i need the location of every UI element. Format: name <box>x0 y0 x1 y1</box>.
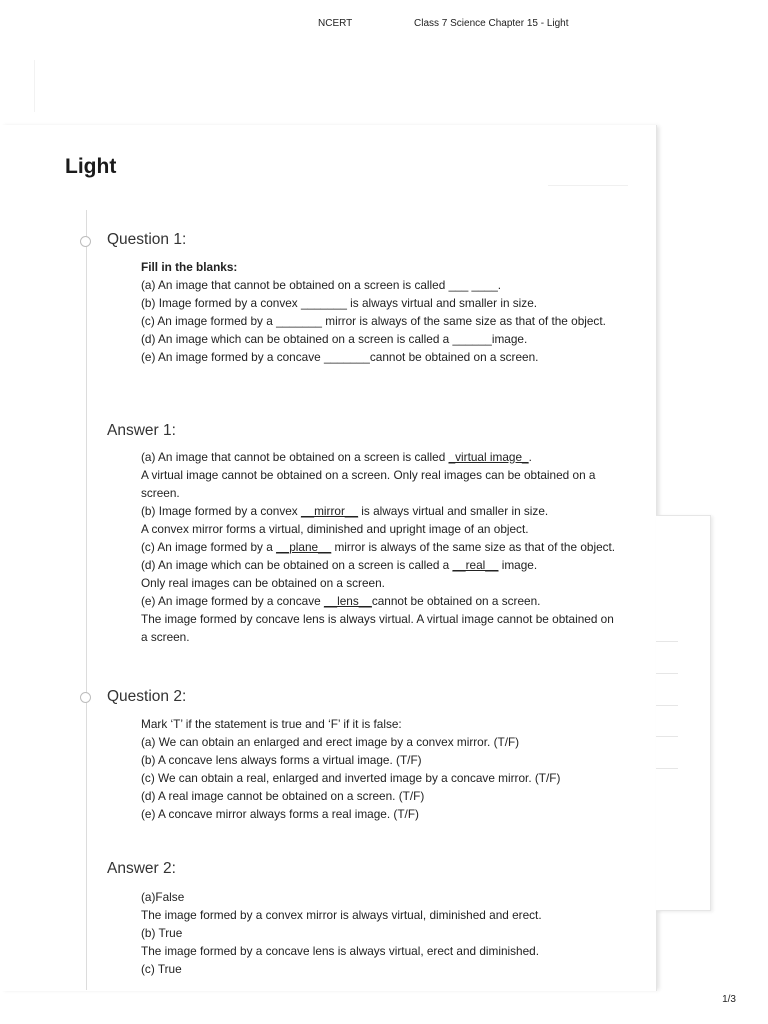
a1-item-b: (b) Image formed by a convex __mirror__ is always virtual and smaller in size. <box>141 504 549 518</box>
a1-item-c: (c) An image formed by a __plane__ mirror is always of the same size as that of the object. <box>141 540 616 554</box>
q2-item-b: (b) A concave lens always forms a virtual image. (T/F) <box>141 753 422 767</box>
q1-intro: Fill in the blanks: <box>141 260 238 274</box>
q2-item-c: (c) We can obtain a real, enlarged and inverted image by a concave mirror. (T/F) <box>141 771 561 785</box>
faint-logo-area <box>34 60 117 112</box>
question-2-body <box>141 715 621 823</box>
a1-answer-e: __lens__ <box>323 594 372 608</box>
a1-answer-a: _virtual image_ <box>448 450 529 464</box>
right-side-panel <box>656 515 711 911</box>
header-title: Class 7 Science Chapter 15 - Light <box>414 18 569 29</box>
a1-expl-a: A virtual image cannot be obtained on a screen. Only real images can be obtained on a screen. <box>141 468 596 500</box>
a2-item-b: (b) True <box>141 926 183 940</box>
q2-item-e: (e) A concave mirror always forms a real image. (T/F) <box>141 807 419 821</box>
print-header <box>0 18 768 32</box>
q2-intro: Mark ‘T’ if the statement is true and ‘F’ if it is false: <box>141 717 402 731</box>
question-1-body <box>141 258 621 366</box>
timeline-line <box>86 210 87 990</box>
a2-expl-b: The image formed by a concave lens is always virtual, erect and diminished. <box>141 944 540 958</box>
title-divider <box>548 185 628 186</box>
a1-expl-e: The image formed by concave lens is always virtual. A virtual image cannot be obtained on a screen. <box>141 612 614 644</box>
timeline-dot-icon <box>80 236 91 247</box>
answer-1-heading: Answer 1: <box>107 422 176 439</box>
answer-2-heading: Answer 2: <box>107 860 176 877</box>
a1-item-a: (a) An image that cannot be obtained on a screen is called _virtual image_. <box>141 450 532 464</box>
a1-answer-d: __real__ <box>452 558 499 572</box>
page-title: Light <box>65 155 117 178</box>
panel-divider <box>656 736 678 737</box>
a1-expl-b: A convex mirror forms a virtual, diminished and upright image of an object. <box>141 522 529 536</box>
answer-2-body <box>141 888 621 978</box>
timeline-dot-icon <box>80 692 91 703</box>
panel-divider <box>656 641 678 642</box>
header-source: NCERT <box>318 18 353 29</box>
a2-expl-a: The image formed by a convex mirror is always virtual, diminished and erect. <box>141 908 542 922</box>
panel-divider <box>656 705 678 706</box>
q2-item-d: (d) A real image cannot be obtained on a screen. (T/F) <box>141 789 425 803</box>
a1-answer-b: __mirror__ <box>300 504 359 518</box>
panel-divider <box>656 768 678 769</box>
q1-item-d: (d) An image which can be obtained on a screen is called a ______image. <box>141 332 528 346</box>
page-number: 1/3 <box>722 994 736 1005</box>
q1-item-e: (e) An image formed by a concave _______cannot be obtained on a screen. <box>141 350 539 364</box>
q1-item-a: (a) An image that cannot be obtained on a screen is called ___ ____. <box>141 278 502 292</box>
panel-divider <box>656 673 678 674</box>
answer-1-body <box>141 448 621 646</box>
a2-item-a: (a)False <box>141 890 185 904</box>
q2-item-a: (a) We can obtain an enlarged and erect image by a convex mirror. (T/F) <box>141 735 520 749</box>
q1-item-b: (b) Image formed by a convex _______ is always virtual and smaller in size. <box>141 296 538 310</box>
a1-expl-d: Only real images can be obtained on a screen. <box>141 576 385 590</box>
a1-item-e: (e) An image formed by a concave __lens__cannot be obtained on a screen. <box>141 594 541 608</box>
question-2-heading: Question 2: <box>107 688 187 705</box>
question-1-heading: Question 1: <box>107 231 187 248</box>
q1-item-c: (c) An image formed by a _______ mirror is always of the same size as that of the object. <box>141 314 606 328</box>
a1-answer-c: __plane__ <box>276 540 332 554</box>
a2-item-c: (c) True <box>141 962 182 976</box>
a1-item-d: (d) An image which can be obtained on a screen is called a __real__ image. <box>141 558 538 572</box>
